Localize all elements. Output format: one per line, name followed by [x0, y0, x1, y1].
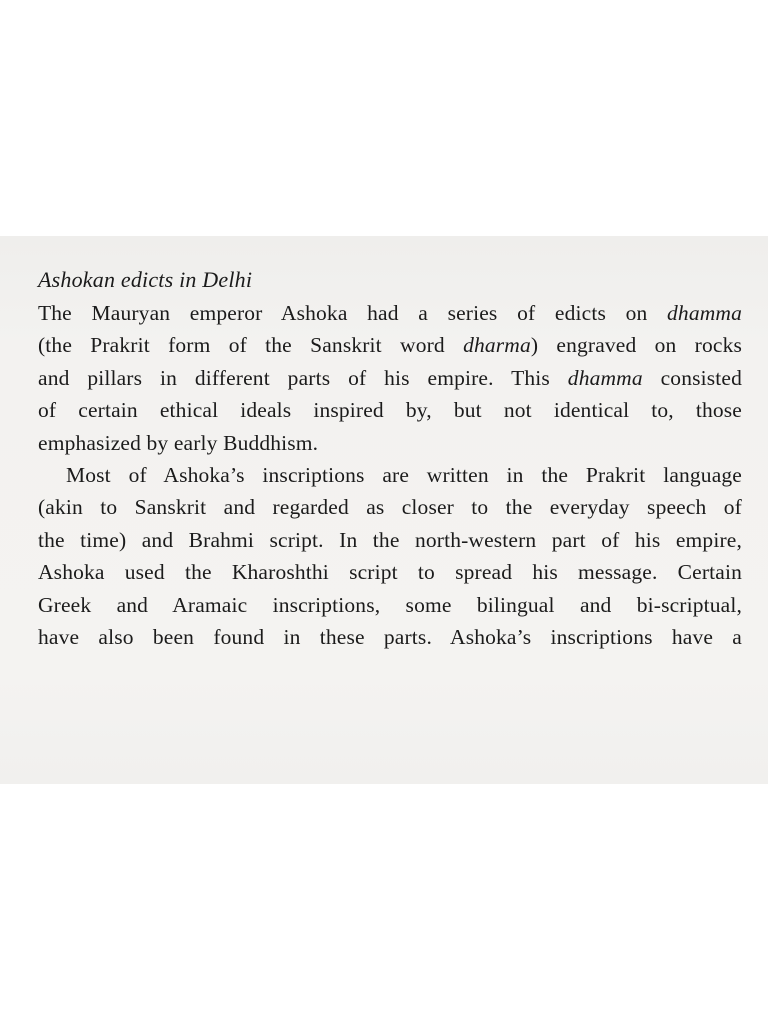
paragraph-2-line-5: Greek and Aramaic inscriptions, some bilingual and bi-scriptual,: [38, 592, 742, 617]
paragraph-2-line-4: Ashoka used the Kharoshthi script to spread his message. Certain: [38, 560, 742, 585]
term-dharma: dharma: [463, 333, 531, 358]
paragraph-1-line-1: The Mauryan emperor Ashoka had a series of edicts on dhamma: [38, 301, 742, 325]
paragraph-2: [38, 459, 742, 653]
text-block: [38, 266, 742, 653]
paragraph-2-line-6: have also been found in these parts. Ashoka’s inscriptions have a: [38, 625, 742, 650]
paragraph-1: [38, 297, 742, 459]
paragraph-2-line-1: Most of Ashoka’s inscriptions are written in the Prakrit language: [66, 463, 742, 488]
term-dhamma: dhamma: [667, 301, 742, 325]
section-heading: Ashokan edicts in Delhi: [38, 267, 253, 292]
paragraph-1-line-5: emphasized by early Buddhism.: [38, 430, 319, 455]
paragraph-1-line-3: and pillars in different parts of his empire. This dhamma consisted: [38, 365, 742, 390]
term-dhamma: dhamma: [567, 365, 643, 390]
paragraph-1-line-4: of certain ethical ideals inspired by, but not identical to, those: [38, 398, 742, 423]
paragraph-2-line-3: the time) and Brahmi script. In the north-western part of his empire,: [38, 527, 742, 552]
paragraph-1-line-2: (the Prakrit form of the Sanskrit word dharma) engraved on rocks: [38, 333, 742, 358]
paragraph-2-line-2: (akin to Sanskrit and regarded as closer to the everyday speech of: [38, 495, 742, 520]
